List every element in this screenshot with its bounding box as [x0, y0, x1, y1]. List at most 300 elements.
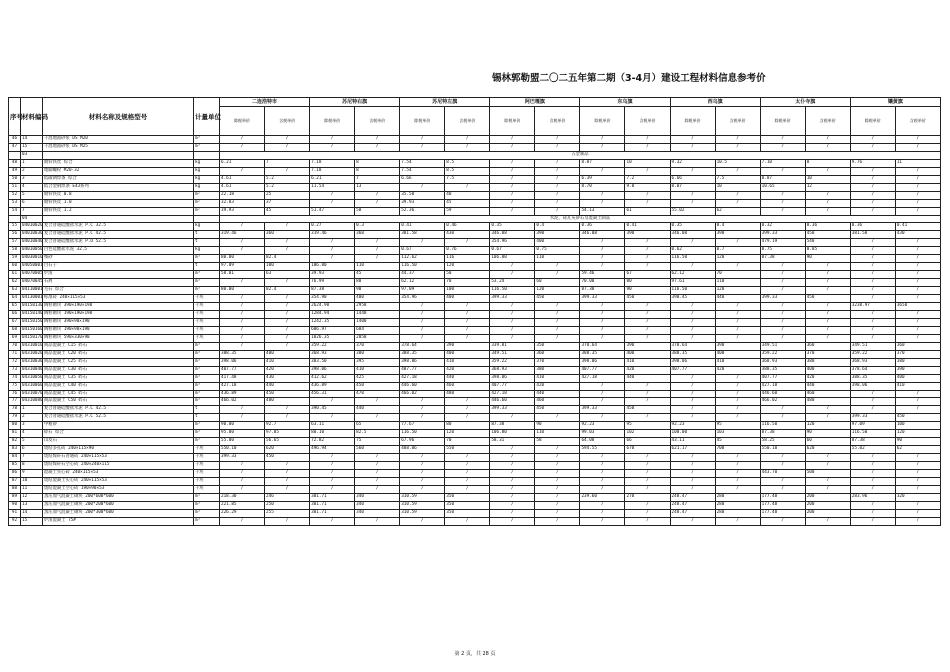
- incl-price-cell: /: [445, 454, 490, 462]
- excl-price-cell: /: [580, 454, 625, 462]
- incl-price-cell: 390: [625, 231, 670, 239]
- incl-price-cell: /: [535, 175, 580, 183]
- incl-price-cell: 37: [265, 199, 310, 207]
- excl-price-cell: 407.77: [220, 366, 265, 374]
- excl-price-cell: 412.62: [310, 374, 355, 382]
- incl-price-cell: 40: [445, 191, 490, 199]
- incl-price-cell: 0.76: [445, 247, 490, 255]
- code-cell: 12: [21, 493, 43, 501]
- excl-price-cell: /: [400, 462, 445, 470]
- excl-price-cell: /: [220, 136, 265, 144]
- excl-price-cell: /: [490, 477, 535, 485]
- incl-price-cell: 63: [265, 271, 310, 279]
- incl-price-cell: /: [895, 271, 940, 279]
- excl-price-cell: 399.33: [760, 295, 805, 303]
- excl-price-cell: 64.08: [580, 438, 625, 446]
- table-row: [9, 287, 941, 295]
- incl-price-cell: /: [895, 485, 940, 493]
- excl-price-cell: /: [310, 136, 355, 144]
- seq-cell: 91: [9, 509, 21, 517]
- excl-price-cell: /: [850, 454, 895, 462]
- table-row: [9, 326, 941, 334]
- excl-price-cell: 72.82: [310, 438, 355, 446]
- table-row: [9, 430, 941, 438]
- incl-price-cell: /: [715, 477, 760, 485]
- name-cell: 毛石 综合: [43, 287, 194, 295]
- excl-price-cell: /: [670, 263, 715, 271]
- excl-price-cell: /: [310, 255, 355, 263]
- incl-price-cell: /: [535, 318, 580, 326]
- excl-price-cell: /: [220, 334, 265, 342]
- incl-price-cell: 390: [895, 366, 940, 374]
- excl-price-cell: 80.10: [310, 430, 355, 438]
- incl-price-cell: /: [625, 470, 670, 478]
- excl-price-cell: /: [220, 303, 265, 311]
- incl-price-cell: /: [895, 263, 940, 271]
- excl-price-cell: 3238.97: [850, 303, 895, 311]
- name-cell: 陶粒砌块 590×330×90: [43, 334, 194, 342]
- incl-price-cell: /: [715, 136, 760, 144]
- excl-price-cell: /: [670, 470, 715, 478]
- incl-price-cell: /: [445, 462, 490, 470]
- excl-price-cell: 436.89: [310, 382, 355, 390]
- excl-price-cell: /: [220, 247, 265, 255]
- seq-cell: 67: [9, 318, 21, 326]
- excl-price-cell: 319.46: [220, 231, 265, 239]
- excl-price-cell: /: [580, 263, 625, 271]
- incl-price-cell: /: [265, 247, 310, 255]
- incl-price-cell: 80: [625, 279, 670, 287]
- incl-price-cell: /: [805, 414, 850, 422]
- table-row: [9, 143, 941, 151]
- incl-price-cell: /: [625, 263, 670, 271]
- unit-cell: m³: [194, 366, 220, 374]
- code-cell: 04310080: [21, 398, 43, 406]
- seq-cell: 74: [9, 374, 21, 382]
- excl-price-cell: 92.23: [580, 422, 625, 430]
- incl-price-cell: /: [625, 414, 670, 422]
- excl-price-cell: 310.59: [400, 501, 445, 509]
- code-cell: 04150170: [21, 334, 43, 342]
- incl-price-cell: /: [715, 462, 760, 470]
- incl-price-cell: /: [445, 318, 490, 326]
- excl-price-cell: 301.71: [310, 509, 355, 517]
- excl-price-cell: /: [400, 477, 445, 485]
- code-cell: 04070005: [21, 271, 43, 279]
- incl-price-cell: 360: [355, 231, 400, 239]
- excl-price-cell: /: [310, 143, 355, 151]
- seq-cell: 58: [9, 247, 21, 255]
- incl-price-cell: /: [355, 143, 400, 151]
- excl-price-cell: /: [760, 167, 805, 175]
- excl-price-cell: /: [760, 263, 805, 271]
- excl-price-cell: /: [490, 303, 535, 311]
- excl-price-cell: 427.18: [580, 374, 625, 382]
- excl-price-cell: 177.48: [760, 509, 805, 517]
- incl-price-cell: /: [265, 517, 310, 525]
- incl-price-cell: /: [445, 414, 490, 422]
- incl-price-cell: /: [265, 470, 310, 478]
- incl-price-cell: /: [535, 191, 580, 199]
- incl-price-cell: 2958: [355, 303, 400, 311]
- excl-price-cell: 359.22: [760, 350, 805, 358]
- excl-price-cell: /: [760, 271, 805, 279]
- excl-price-cell: 87.38: [760, 255, 805, 263]
- excl-price-cell: /: [490, 501, 535, 509]
- incl-price-cell: /: [895, 199, 940, 207]
- seq-cell: 53: [9, 199, 21, 207]
- seq-cell: 62: [9, 279, 21, 287]
- incl-price-cell: 62: [715, 207, 760, 215]
- excl-price-cell: /: [490, 199, 535, 207]
- incl-price-cell: /: [715, 199, 760, 207]
- excl-price-cell: /: [580, 199, 625, 207]
- table-row: [9, 462, 941, 470]
- incl-price-cell: /: [805, 477, 850, 485]
- seq-cell: 60: [9, 263, 21, 271]
- table-row: [9, 477, 941, 485]
- incl-price-cell: 340: [355, 509, 400, 517]
- excl-price-cell: /: [850, 143, 895, 151]
- incl-price-cell: /: [355, 462, 400, 470]
- code-cell: 4: [21, 183, 43, 191]
- incl-price-cell: 95: [625, 422, 670, 430]
- excl-price-cell: /: [580, 310, 625, 318]
- excl-price-cell: /: [850, 485, 895, 493]
- excl-price-cell: /: [310, 477, 355, 485]
- unit-cell: 千块: [194, 446, 220, 454]
- header-incl-price: 含税单价: [805, 107, 850, 136]
- incl-price-cell: /: [625, 462, 670, 470]
- code-cell: 04310070: [21, 390, 43, 398]
- incl-price-cell: /: [895, 136, 940, 144]
- excl-price-cell: 1826.35: [310, 334, 355, 342]
- excl-price-cell: 22.18: [220, 191, 265, 199]
- excl-price-cell: /: [490, 318, 535, 326]
- excl-price-cell: /: [220, 517, 265, 525]
- table-row: [9, 501, 941, 509]
- incl-price-cell: /: [715, 485, 760, 493]
- excl-price-cell: /: [850, 295, 895, 303]
- header-city: 太仆寺旗: [760, 98, 850, 107]
- incl-price-cell: 70: [445, 279, 490, 287]
- unit-cell: 千块: [194, 462, 220, 470]
- excl-price-cell: 427.18: [490, 390, 535, 398]
- excl-price-cell: /: [670, 191, 715, 199]
- incl-price-cell: /: [625, 390, 670, 398]
- excl-price-cell: /: [580, 303, 625, 311]
- excl-price-cell: /: [670, 318, 715, 326]
- incl-price-cell: /: [895, 390, 940, 398]
- code-cell: 04010030: [21, 231, 43, 239]
- incl-price-cell: /: [715, 318, 760, 326]
- table-row: [9, 509, 941, 517]
- name-cell: 烧结混凝土空心砖 190×90×53: [43, 485, 194, 493]
- excl-price-cell: /: [760, 462, 805, 470]
- incl-price-cell: 10: [625, 159, 670, 167]
- incl-price-cell: 400: [445, 350, 490, 358]
- unit-cell: m³: [194, 430, 220, 438]
- incl-price-cell: 25: [265, 191, 310, 199]
- name-cell: 商品混凝土 C25 碎石: [43, 358, 194, 366]
- incl-price-cell: 440: [445, 374, 490, 382]
- excl-price-cell: 446.60: [400, 382, 445, 390]
- excl-price-cell: 62.12: [400, 279, 445, 287]
- header-excl-price: 除税单价: [580, 107, 625, 136]
- incl-price-cell: 200: [805, 509, 850, 517]
- seq-cell: 80: [9, 422, 21, 430]
- excl-price-cell: 407.77: [760, 374, 805, 382]
- unit-cell: m³: [194, 342, 220, 350]
- incl-price-cell: 430: [265, 374, 310, 382]
- incl-price-cell: /: [625, 517, 670, 525]
- excl-price-cell: 339.81: [490, 342, 535, 350]
- excl-price-cell: 398.06: [490, 374, 535, 382]
- seq-cell: 78: [9, 406, 21, 414]
- excl-price-cell: /: [490, 175, 535, 183]
- excl-price-cell: /: [400, 406, 445, 414]
- incl-price-cell: 45: [265, 207, 310, 215]
- excl-price-cell: /: [850, 517, 895, 525]
- incl-price-cell: 450: [535, 406, 580, 414]
- incl-price-cell: 0.46: [445, 223, 490, 231]
- incl-price-cell: /: [445, 470, 490, 478]
- incl-price-cell: 350: [535, 342, 580, 350]
- name-cell: 白石子: [43, 263, 194, 271]
- incl-price-cell: /: [355, 239, 400, 247]
- seq-cell: 82: [9, 438, 21, 446]
- excl-price-cell: /: [850, 334, 895, 342]
- excl-price-cell: 39.93: [310, 271, 355, 279]
- incl-price-cell: 10: [715, 183, 760, 191]
- unit-cell: 千块: [194, 334, 220, 342]
- table-row: [9, 191, 941, 199]
- incl-price-cell: 480: [265, 398, 310, 406]
- incl-price-cell: /: [625, 454, 670, 462]
- header-excl-price: 除税单价: [400, 107, 445, 136]
- excl-price-cell: 398.06: [310, 366, 355, 374]
- excl-price-cell: /: [400, 136, 445, 144]
- incl-price-cell: 120: [445, 263, 490, 271]
- incl-price-cell: 8: [805, 159, 850, 167]
- incl-price-cell: 390: [715, 231, 760, 239]
- excl-price-cell: 388.35: [220, 350, 265, 358]
- incl-price-cell: 100: [445, 287, 490, 295]
- incl-price-cell: /: [355, 398, 400, 406]
- excl-price-cell: 378.64: [580, 342, 625, 350]
- incl-price-cell: 620: [805, 446, 850, 454]
- excl-price-cell: /: [400, 485, 445, 493]
- excl-price-cell: 8.87: [760, 175, 805, 183]
- excl-price-cell: /: [670, 136, 715, 144]
- excl-price-cell: /: [580, 143, 625, 151]
- code-cell: 2: [21, 167, 43, 175]
- incl-price-cell: /: [715, 382, 760, 390]
- incl-price-cell: /: [625, 199, 670, 207]
- name-cell: 复合普通硅酸盐水泥 P.O 52.5: [43, 239, 194, 247]
- code-cell: 04010050: [21, 247, 43, 255]
- incl-price-cell: /: [265, 406, 310, 414]
- incl-price-cell: /: [355, 485, 400, 493]
- excl-price-cell: /: [310, 398, 355, 406]
- excl-price-cell: /: [580, 136, 625, 144]
- excl-price-cell: /: [850, 175, 895, 183]
- incl-price-cell: 320: [895, 493, 940, 501]
- excl-price-cell: 1284.94: [310, 310, 355, 318]
- incl-price-cell: /: [625, 310, 670, 318]
- excl-price-cell: /: [220, 462, 265, 470]
- excl-price-cell: 378.64: [850, 366, 895, 374]
- excl-price-cell: /: [490, 183, 535, 191]
- table-row: [9, 279, 941, 287]
- seq-cell: 72: [9, 358, 21, 366]
- seq-cell: 73: [9, 366, 21, 374]
- incl-price-cell: 360: [535, 350, 580, 358]
- excl-price-cell: 390.45: [670, 295, 715, 303]
- header-excl-price: 除税单价: [310, 107, 355, 136]
- incl-price-cell: 470: [355, 390, 400, 398]
- excl-price-cell: /: [220, 318, 265, 326]
- code-cell: 11: [21, 485, 43, 493]
- excl-price-cell: /: [310, 454, 355, 462]
- excl-price-cell: 399.33: [850, 414, 895, 422]
- excl-price-cell: /: [670, 462, 715, 470]
- incl-price-cell: /: [805, 462, 850, 470]
- incl-price-cell: /: [895, 287, 940, 295]
- header-unit: 计量单位: [194, 98, 220, 136]
- header-excl-price: 除税单价: [760, 107, 805, 136]
- excl-price-cell: /: [400, 517, 445, 525]
- header-city: 镶黄旗: [850, 98, 940, 107]
- incl-price-cell: /: [625, 167, 670, 175]
- code-cell: 04310040: [21, 366, 43, 374]
- excl-price-cell: /: [670, 199, 715, 207]
- incl-price-cell: /: [715, 167, 760, 175]
- excl-price-cell: 354.90: [310, 295, 355, 303]
- incl-price-cell: 90: [625, 287, 670, 295]
- excl-price-cell: /: [580, 477, 625, 485]
- excl-price-cell: 177.48: [760, 493, 805, 501]
- excl-price-cell: /: [580, 509, 625, 517]
- excl-price-cell: 479.19: [760, 239, 805, 247]
- incl-price-cell: /: [895, 295, 940, 303]
- seq-cell: 64: [9, 295, 21, 303]
- excl-price-cell: /: [400, 303, 445, 311]
- name-cell: 烧结多孔砖 240×115×90: [43, 446, 194, 454]
- unit-cell: t: [194, 414, 220, 422]
- name-cell: 商品混凝土 C15 碎石: [43, 342, 194, 350]
- excl-price-cell: /: [670, 477, 715, 485]
- incl-price-cell: 1448: [355, 310, 400, 318]
- seq-cell: 46: [9, 136, 21, 144]
- excl-price-cell: 388.35: [850, 374, 895, 382]
- excl-price-cell: 0.67: [490, 247, 535, 255]
- incl-price-cell: 8: [355, 167, 400, 175]
- incl-price-cell: 116: [445, 255, 490, 263]
- excl-price-cell: 70.00: [580, 279, 625, 287]
- incl-price-cell: 380: [805, 358, 850, 366]
- incl-price-cell: 370: [805, 350, 850, 358]
- incl-price-cell: 560: [355, 446, 400, 454]
- incl-price-cell: 440: [715, 295, 760, 303]
- incl-price-cell: /: [265, 477, 310, 485]
- excl-price-cell: 87.38: [490, 422, 535, 430]
- code-cell: 3: [21, 422, 43, 430]
- excl-price-cell: 221.85: [220, 501, 265, 509]
- excl-price-cell: /: [220, 310, 265, 318]
- excl-price-cell: 4.61: [220, 175, 265, 183]
- excl-price-cell: 283.96: [850, 493, 895, 501]
- incl-price-cell: 100: [895, 422, 940, 430]
- incl-price-cell: 360: [265, 231, 310, 239]
- incl-price-cell: /: [805, 263, 850, 271]
- incl-price-cell: /: [625, 334, 670, 342]
- code-cell: 04310060: [21, 382, 43, 390]
- excl-price-cell: 92.23: [670, 422, 715, 430]
- incl-price-cell: /: [535, 310, 580, 318]
- seq-cell: 59: [9, 255, 21, 263]
- code-cell: 7: [21, 454, 43, 462]
- seq-cell: 71: [9, 350, 21, 358]
- excl-price-cell: /: [670, 303, 715, 311]
- unit-cell: t: [194, 406, 220, 414]
- excl-price-cell: 388.35: [400, 350, 445, 358]
- seq-cell: 92: [9, 517, 21, 525]
- seq-cell: 55: [9, 223, 21, 231]
- incl-price-cell: 100: [265, 263, 310, 271]
- excl-price-cell: 388.35: [670, 350, 715, 358]
- price-table: [8, 97, 941, 526]
- incl-price-cell: /: [625, 255, 670, 263]
- unit-cell: m³: [194, 279, 220, 287]
- incl-price-cell: 410: [535, 374, 580, 382]
- incl-price-cell: /: [895, 406, 940, 414]
- code-cell: 04310030: [21, 358, 43, 366]
- incl-price-cell: 8: [355, 159, 400, 167]
- excl-price-cell: 446.60: [760, 390, 805, 398]
- incl-price-cell: 58: [355, 207, 400, 215]
- incl-price-cell: 62: [895, 446, 940, 454]
- excl-price-cell: 1242.35: [310, 318, 355, 326]
- excl-price-cell: /: [580, 462, 625, 470]
- incl-price-cell: 45: [355, 271, 400, 279]
- name-cell: 烧结煤矸石普通砖 240×115×53: [43, 454, 194, 462]
- excl-price-cell: 8.70: [580, 183, 625, 191]
- incl-price-cell: /: [715, 374, 760, 382]
- incl-price-cell: 80: [445, 422, 490, 430]
- name-cell: 混凝土实心砖 240×115×53: [43, 470, 194, 478]
- incl-price-cell: 350: [445, 493, 490, 501]
- excl-price-cell: 407.77: [400, 366, 445, 374]
- name-cell: 镀锌铁皮 0.8: [43, 191, 194, 199]
- incl-price-cell: /: [265, 239, 310, 247]
- table-row: [9, 390, 941, 398]
- name-cell: 干混地面砂浆 DS M25: [43, 143, 194, 151]
- incl-price-cell: 110: [535, 255, 580, 263]
- incl-price-cell: 95: [715, 422, 760, 430]
- unit-cell: t: [194, 231, 220, 239]
- excl-price-cell: 390.45: [310, 406, 355, 414]
- incl-price-cell: /: [715, 390, 760, 398]
- incl-price-cell: /: [535, 143, 580, 151]
- excl-price-cell: /: [580, 382, 625, 390]
- excl-price-cell: 7.10: [760, 159, 805, 167]
- incl-price-cell: 7: [355, 175, 400, 183]
- excl-price-cell: 399.33: [760, 231, 805, 239]
- name-cell: 炉渣: [43, 271, 194, 279]
- table-row: [9, 167, 941, 175]
- incl-price-cell: 620: [265, 446, 310, 454]
